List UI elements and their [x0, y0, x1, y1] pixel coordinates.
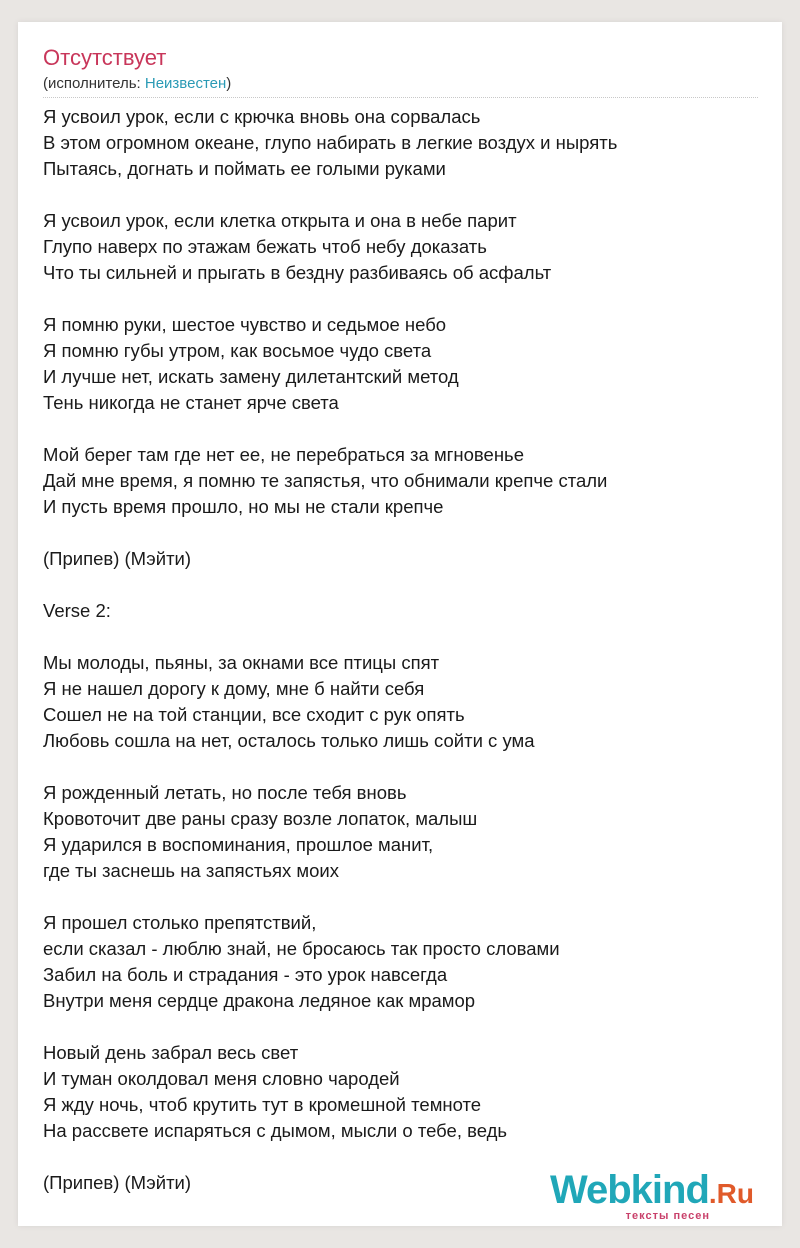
lyric-line: (Припев) (Мэйти)	[43, 1172, 192, 1193]
lyric-line: где ты заснешь на запястьях моих	[43, 860, 340, 881]
lyrics-stanza	[43, 780, 773, 884]
lyric-line: Кровоточит две раны сразу возле лопаток, малыш	[43, 808, 478, 829]
lyric-line: Я прошел столько препятствий,	[43, 912, 317, 933]
lyric-line: Я помню губы утром, как восьмое чудо света	[43, 340, 432, 361]
lyrics-stanza	[43, 442, 773, 520]
logo-main-text: Webkind	[549, 1168, 709, 1212]
lyric-line: Я усвоил урок, если с крючка вновь она сорвалась	[43, 106, 481, 127]
lyric-line: В этом огромном океане, глупо набирать в легкие воздух и нырять	[43, 132, 618, 153]
logo-wordmark	[550, 1170, 754, 1214]
header-divider	[43, 97, 758, 98]
lyric-line: Verse 2:	[43, 600, 111, 621]
lyric-line: Я ударился в воспоминания, прошлое манит,	[43, 834, 434, 855]
lyric-line: Забил на боль и страдания - это урок навсегда	[43, 964, 448, 985]
lyric-line: И лучше нет, искать замену дилетантский метод	[43, 366, 459, 387]
lyric-line: (Припев) (Мэйти)	[43, 548, 192, 569]
logo-subtitle: тексты песен	[625, 1210, 710, 1222]
lyric-line: Мы молоды, пьяны, за окнами все птицы спят	[43, 652, 440, 673]
site-logo[interactable]	[550, 1170, 754, 1222]
lyric-line: Новый день забрал весь свет	[43, 1042, 299, 1063]
artist-link[interactable]: Неизвестен	[144, 75, 227, 92]
lyric-line: На рассвете испаряться с дымом, мысли о тебе, ведь	[43, 1120, 508, 1141]
lyric-line: Я не нашел дорогу к дому, мне б найти себя	[43, 678, 425, 699]
artist-prefix: (исполнитель:	[43, 75, 145, 92]
lyrics-stanza	[43, 910, 773, 1014]
artist-line	[43, 74, 231, 94]
lyric-line: И туман околдовал меня словно чародей	[43, 1068, 400, 1089]
lyrics-stanza	[43, 650, 773, 754]
lyric-line: Внутри меня сердце дракона ледяное как мрамор	[43, 990, 476, 1011]
lyric-line: если сказал - люблю знай, не бросаюсь так просто словами	[43, 938, 560, 959]
lyric-line: Что ты сильней и прыгать в бездну разбиваясь об асфальт	[43, 262, 552, 283]
lyric-line: Пытаясь, догнать и поймать ее голыми руками	[43, 158, 446, 179]
logo-tld: .Ru	[708, 1178, 754, 1209]
lyric-line: Я помню руки, шестое чувство и седьмое небо	[43, 314, 447, 335]
lyric-line: Мой берег там где нет ее, не перебраться за мгновенье	[43, 444, 524, 465]
lyrics-stanza	[43, 598, 773, 624]
lyric-line: Дай мне время, я помню те запястья, что обнимали крепче стали	[43, 470, 608, 491]
lyrics-stanza	[43, 208, 773, 286]
lyrics-body	[43, 104, 773, 1222]
lyrics-stanza	[43, 1040, 773, 1144]
lyric-line: Любовь сошла на нет, осталось только лишь сойти с ума	[43, 730, 535, 751]
lyrics-card	[18, 22, 782, 1226]
lyric-line: Я усвоил урок, если клетка открыта и она в небе парит	[43, 210, 517, 231]
lyric-line: Я жду ночь, чтоб крутить тут в кромешной темноте	[43, 1094, 482, 1115]
lyric-line: Я рожденный летать, но после тебя вновь	[43, 782, 407, 803]
artist-suffix: )	[226, 75, 232, 92]
song-title: Отсутствует	[43, 45, 167, 70]
lyric-line: И пусть время прошло, но мы не стали крепче	[43, 496, 444, 517]
lyrics-stanza	[43, 104, 773, 182]
lyrics-stanza	[43, 546, 773, 572]
lyric-line: Тень никогда не станет ярче света	[43, 392, 339, 413]
lyric-line: Сошел не на той станции, все сходит с рук опять	[43, 704, 465, 725]
lyric-line: Глупо наверх по этажам бежать чтоб небу доказать	[43, 236, 487, 257]
lyrics-stanza	[43, 312, 773, 416]
